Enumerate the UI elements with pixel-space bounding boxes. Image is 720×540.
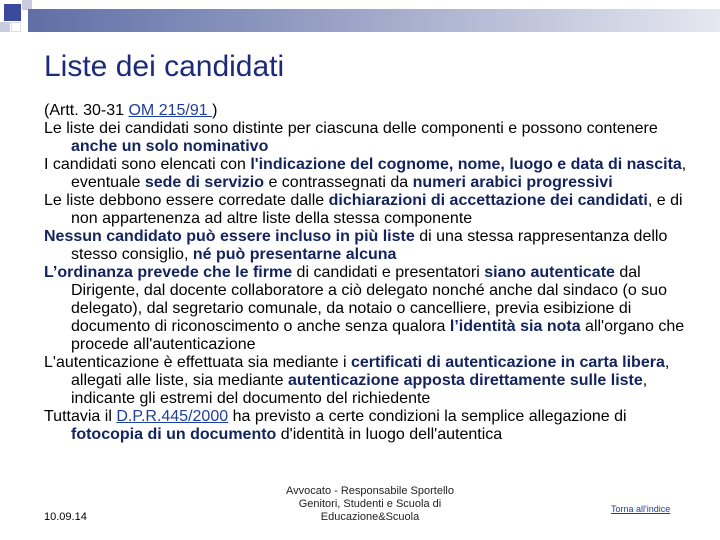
bold-text: anche un solo nominativo: [71, 138, 269, 155]
text-span: I candidati sono elencati con: [44, 156, 251, 173]
bold-text: l’identità sia nota: [449, 318, 581, 335]
body-paragraph: [44, 228, 694, 264]
bold-text: fotocopia di un documento: [71, 426, 277, 443]
body-paragraph: [44, 156, 694, 192]
bold-text: sede di servizio: [144, 174, 265, 191]
bold-text: L’ordinanza prevede che le firme: [44, 264, 293, 281]
text-span: , e di non appartenenza ad altre liste della stessa componente: [71, 192, 683, 227]
reference-link[interactable]: OM 215/91: [128, 102, 213, 119]
bold-text: né può presentarne alcuna: [192, 246, 397, 263]
slide-body: [44, 102, 694, 444]
bold-text: siano autenticate: [484, 264, 615, 281]
bold-text: dichiarazioni di accettazione dei candidati: [328, 192, 648, 209]
bold-text: l'indicazione del cognome, nome, luogo e data di nascita: [250, 156, 682, 173]
slide-title: Liste dei candidati: [44, 50, 285, 83]
body-paragraph: [44, 120, 694, 156]
text-span: d'identità in luogo dell'autentica: [276, 426, 503, 443]
bold-text: Nessun candidato può essere incluso in più liste: [44, 228, 415, 245]
header-bar: [28, 9, 720, 32]
text-span: e contrassegnati da: [264, 174, 413, 191]
text-span: , eventuale: [71, 156, 687, 191]
text-span: Tuttavia il: [44, 408, 117, 425]
text-span: di una stessa rappresentanza dello stesso consiglio,: [71, 228, 668, 263]
bold-text: certificati di autenticazione in carta libera: [350, 354, 665, 371]
reference-link[interactable]: D.P.R.445/2000: [116, 408, 229, 425]
body-paragraph: [44, 264, 694, 354]
text-span: , indicante gli estremi del documento del richiedente: [71, 372, 648, 407]
footer-date: 10.09.14: [44, 511, 87, 523]
body-paragraph: [44, 102, 694, 120]
bold-text: autenticazione apposta direttamente sulle liste: [288, 372, 643, 389]
text-span: (Artt. 30-31: [44, 102, 129, 119]
text-span: ha previsto a certe condizioni la semplice allegazione di: [228, 408, 627, 425]
body-paragraph: [44, 192, 694, 228]
text-span: di candidati e presentatori: [292, 264, 485, 281]
body-paragraph: [44, 408, 694, 444]
text-span: , allegati alle liste, sia mediante: [71, 354, 670, 389]
text-span: ): [212, 102, 218, 119]
text-span: Le liste dei candidati sono distinte per ciascuna delle componenti e possono contenere: [44, 120, 658, 137]
text-span: L'autenticazione è effettuata sia mediante i: [44, 354, 351, 371]
toc-link[interactable]: Torna all'indice: [611, 504, 671, 514]
footer-author: Avvocato - Responsabile Sportello Genitori, Studenti e Scuola di Educazione&Scuola: [286, 485, 454, 523]
text-span: all'organo che procede all'autenticazione: [71, 318, 685, 353]
bold-text: numeri arabici progressivi: [412, 174, 613, 191]
body-paragraph: [44, 354, 694, 408]
text-span: dal Dirigente, dal docente collaboratore a ciò delegato nonché anche dal sindaco (o suo delegato), dal segretario comunale, da notaio o cancelliere, previa esibizione di documento di riconoscimento o anche senza qualora: [71, 264, 667, 335]
text-span: Le liste debbono essere corredate dalle: [44, 192, 329, 209]
